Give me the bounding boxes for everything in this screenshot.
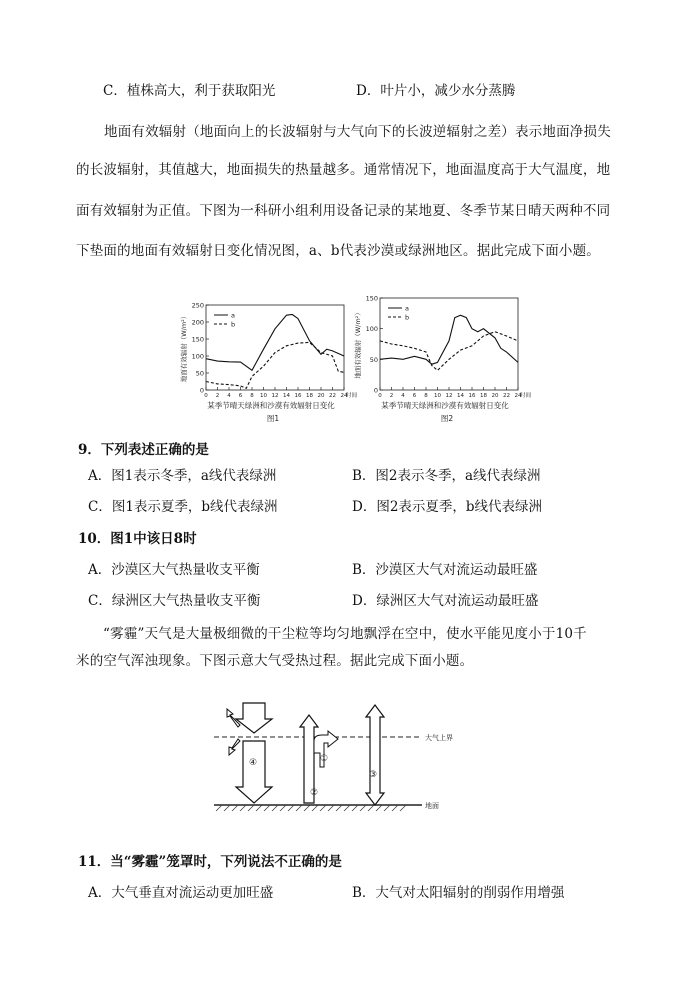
q9-option-d: D．图2表示夏季，b线代表绿洲 xyxy=(352,499,543,515)
q10-option-c: C．绿洲区大气热量收支平衡 xyxy=(88,593,261,609)
x-tick-label: 12 xyxy=(271,393,279,399)
x-tick-label: 22 xyxy=(329,393,336,399)
y-tick-label: 50 xyxy=(195,369,204,378)
x-axis-label: 时间 xyxy=(346,393,358,399)
marker-1: ① xyxy=(320,754,329,764)
q9-option-a: A．图1表示冬季，a线代表绿洲 xyxy=(88,468,277,484)
legend-label-b: b xyxy=(405,313,410,322)
ground-label: 地面 xyxy=(425,802,439,810)
atmosphere-heating-diagram xyxy=(200,695,460,820)
x-tick-label: 16 xyxy=(468,393,476,399)
marker-4: ④ xyxy=(249,758,258,768)
x-tick-label: 14 xyxy=(283,393,290,399)
x-tick-label: 24 xyxy=(340,393,348,399)
q10-option-b: B．沙漠区大气对流运动最旺盛 xyxy=(352,562,538,578)
series-line-a xyxy=(206,315,344,371)
q10-option-a: A．沙漠区大气热量收支平衡 xyxy=(88,562,260,578)
x-tick-label: 12 xyxy=(445,393,453,399)
marker-3: ③ xyxy=(369,770,378,780)
marker-2: ② xyxy=(310,788,319,798)
legend-label-a: a xyxy=(231,311,235,320)
atmosphere-top-label: 大气上界 xyxy=(425,734,453,742)
arrow-3-atmospheric-radiation xyxy=(366,705,384,805)
x-tick-label: 22 xyxy=(503,393,510,399)
q11-option-b: B．大气对太阳辐射的削弱作用增强 xyxy=(352,885,565,901)
reflected-arrow-up xyxy=(227,709,240,727)
x-tick-label: 10 xyxy=(434,393,441,399)
series-line-b xyxy=(380,332,518,371)
y-tick-label: 150 xyxy=(191,335,204,344)
q9-option-b: B．图2表示冬季，a线代表绿洲 xyxy=(352,468,541,484)
plot-frame xyxy=(380,298,518,390)
y-tick-label: 200 xyxy=(191,318,204,327)
passage2-line1: “雾霾”天气是大量极细微的干尘粒等均匀地飘浮在空中，使水平能见度小于10千 xyxy=(103,626,587,642)
x-tick-label: 24 xyxy=(514,393,522,399)
x-axis-label: 时间 xyxy=(520,393,532,399)
x-tick-label: 18 xyxy=(306,393,313,399)
passage2-line2: 米的空气浑浊现象。下图示意大气受热过程。据此完成下面小题。 xyxy=(76,653,474,669)
legend-label-b: b xyxy=(231,320,236,329)
x-tick-label: 10 xyxy=(260,393,267,399)
q8-option-d: D．叶片小，减少水分蒸腾 xyxy=(356,83,516,99)
series-line-b xyxy=(206,342,344,388)
chart-figure-2 xyxy=(348,283,532,440)
y-tick-label: 0 xyxy=(199,386,204,395)
x-tick-label: 8 xyxy=(250,393,254,399)
x-tick-label: 0 xyxy=(204,393,208,399)
x-tick-label: 20 xyxy=(317,393,325,399)
chart-title: 某季节晴天绿洲和沙漠有效辐射日变化 xyxy=(381,401,509,410)
chart-figure-1 xyxy=(172,290,358,440)
plot-frame xyxy=(206,305,344,390)
x-tick-label: 20 xyxy=(491,393,499,399)
y-tick-label: 100 xyxy=(191,352,204,361)
legend-label-a: a xyxy=(405,304,409,313)
x-tick-label: 2 xyxy=(389,393,394,399)
q9-option-c: C．图1表示夏季，b线代表绿洲 xyxy=(88,499,278,515)
q11-option-a: A．大气垂直对流运动更加旺盛 xyxy=(88,885,274,901)
x-tick-label: 0 xyxy=(378,393,382,399)
x-tick-label: 4 xyxy=(227,393,231,399)
series-line-a xyxy=(380,315,518,364)
x-tick-label: 8 xyxy=(424,393,428,399)
x-tick-label: 14 xyxy=(457,393,464,399)
q8-option-c: C．植株高大，利于获取阳光 xyxy=(103,83,276,99)
chart-title: 某季节晴天绿洲和沙漠有效辐射日变化 xyxy=(207,401,335,410)
q10-stem: 10．图1中该日8时 xyxy=(78,531,197,547)
y-axis-label: 地面有效辐射（W/m²） xyxy=(180,312,188,383)
y-axis-label: 地面有效辐射（W/m²） xyxy=(354,309,362,379)
reflected-arrow-down xyxy=(229,739,240,755)
chart-caption: 图1 xyxy=(266,414,280,423)
x-tick-label: 16 xyxy=(294,393,302,399)
y-tick-label: 0 xyxy=(373,386,378,395)
x-tick-label: 4 xyxy=(401,393,405,399)
y-tick-label: 100 xyxy=(365,325,378,334)
x-tick-label: 18 xyxy=(480,393,487,399)
x-tick-label: 2 xyxy=(215,393,220,399)
passage1-line2: 的长波辐射，其值越大，地面损失的热量越多。通常情况下，地面温度高于大气温度，地 xyxy=(76,162,611,178)
q9-stem: 9．下列表述正确的是 xyxy=(78,442,209,458)
y-tick-label: 250 xyxy=(191,301,204,310)
x-tick-label: 6 xyxy=(238,393,243,399)
ground-hatching xyxy=(216,805,406,811)
passage1-line4: 下垫面的地面有效辐射日变化情况图，a、b代表沙漠或绿洲地区。据此完成下面小题。 xyxy=(76,243,600,259)
arrow-4-solar-to-ground xyxy=(236,741,272,803)
y-tick-label: 150 xyxy=(365,294,378,303)
passage1-line1: 地面有效辐射（地面向上的长波辐射与大气向下的长波逆辐射之差）表示地面净损失 xyxy=(104,124,611,140)
chart-caption: 图2 xyxy=(440,414,454,423)
q10-option-d: D．绿洲区大气对流运动最旺盛 xyxy=(352,593,539,609)
q11-stem: 11．当“雾霾”笼罩时，下列说法不正确的是 xyxy=(78,854,342,870)
solar-radiation-arrow xyxy=(236,703,272,733)
passage1-line3: 面有效辐射为正值。下图为一科研小组利用设备记录的某地夏、冬季节某日晴天两种不同 xyxy=(76,203,611,219)
x-tick-label: 6 xyxy=(412,393,417,399)
y-tick-label: 50 xyxy=(369,355,378,364)
